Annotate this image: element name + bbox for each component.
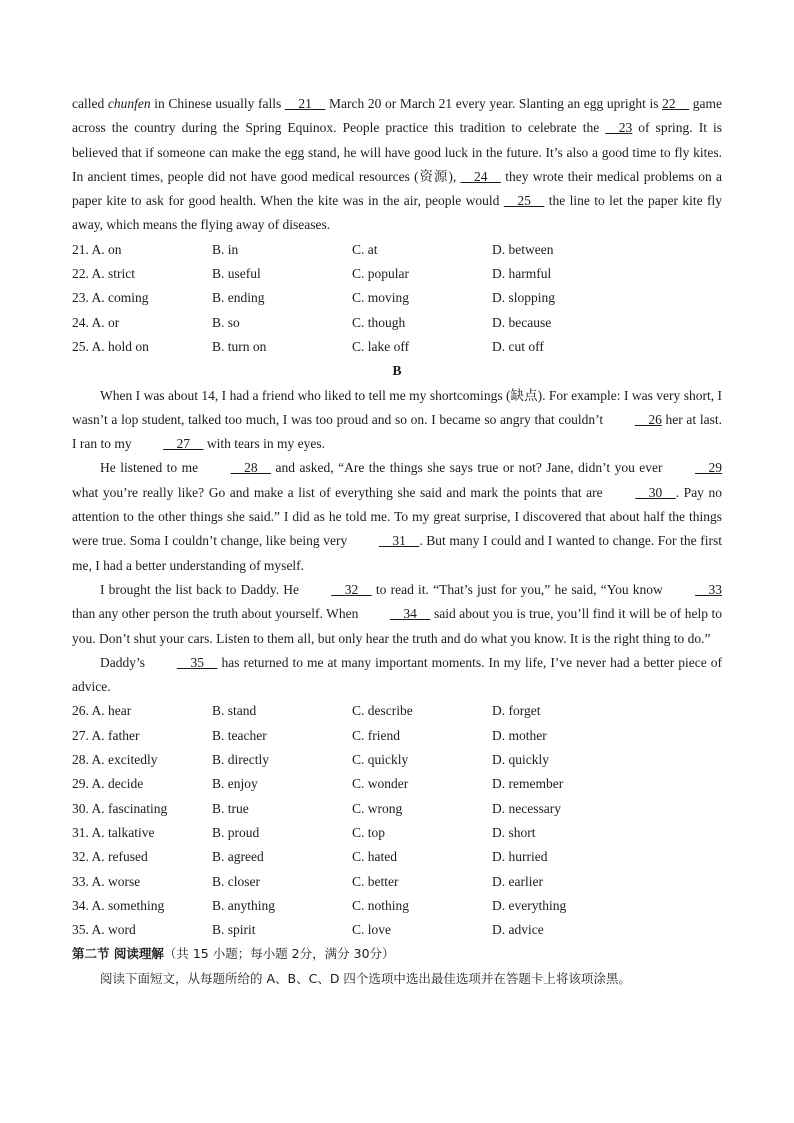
option-row: 24. A. or B. so C. though D. because — [72, 314, 552, 330]
option-row: 26. A. hear B. stand C. describe D. forget — [72, 703, 541, 719]
blank-35: 35 — [177, 654, 218, 670]
blank-21: 21 — [284, 96, 326, 111]
passage-a: called chunfen in Chinese usually falls 21 March 20 or March 21 every year. Slanting an egg upright is 22 game across the country during the Spring Equinox. People practice this tradition to celebrate the 23 of spring. It is believed that if someone can make the egg stand, he will have good luck in the future. It’s also a good time to fly kites. In ancient times, people did not have good medical resources (资源), 24 they wrote their medical problems on a paper kite to ask for good health. When the kite was in the air, people would 25 the line to let the paper kite fly away, which means the flying away of diseases. — [72, 92, 722, 238]
blank-34: 34 — [389, 606, 431, 622]
blank-33: 33 — [694, 581, 722, 597]
option-row: 31. A. talkative B. proud C. top D. short — [72, 824, 536, 840]
blank-24: 24 — [460, 168, 501, 184]
passage-b-paragraph: I brought the list back to Daddy. He 32 to read it. “That’s just for you,” he said, “You know 33 than any other person the truth about yourself. When 34 said about you is true, you’ll find it will be of help to you. Don’t shut your cars. Listen to them all, but only hear the truth and do what you know. It is the right thing to do.” — [72, 578, 722, 651]
blank-22: 22 — [662, 96, 690, 111]
blank-25: 25 — [503, 193, 545, 209]
option-row: 27. A. father B. teacher C. friend D. mother — [72, 727, 547, 743]
section-2-heading: 第二节 阅读理解（共 15 小题；每小题 2分，满分 30分） — [72, 946, 395, 962]
blank-23: 23 — [605, 120, 633, 136]
passage-b-paragraph: He listened to me 28 and asked, “Are the things she says true or not? Jane, didn’t you ever 29 what you’re really like? Go and make a list of everything she said and mark the points that are 30 . Pay no attention to the other things she said.” I did as he told me. To my great surprise, I discovered that about half the things were true. Soma I couldn’t change, like being very 31 . But many I could and I wanted to change. For the first me, I had a better understanding of myself. — [72, 456, 722, 577]
blank-31: 31 — [378, 533, 420, 549]
option-row: 34. A. something B. anything C. nothing D. everything — [72, 897, 567, 913]
section-2-instruction: 阅读下面短文，从每题所给的 A、B、C、D 四个选项中选出最佳选项并在答题卡上将该项涂黑。 — [100, 970, 631, 986]
blank-30: 30 — [635, 484, 676, 500]
blank-29: 29 — [695, 460, 722, 476]
exam-content — [72, 92, 722, 991]
blank-26: 26 — [634, 411, 662, 427]
blank-27: 27 — [163, 436, 204, 452]
options-b — [72, 699, 722, 942]
section-b-label: B — [392, 363, 402, 379]
option-row: 29. A. decide B. enjoy C. wonder D. remember — [72, 776, 564, 792]
blank-32: 32 — [331, 581, 372, 597]
option-row: 28. A. excitedly B. directly C. quickly D. quickly — [72, 752, 549, 768]
option-row: 22. A. strict B. useful C. popular D. harmful — [72, 266, 552, 282]
option-row: 32. A. refused B. agreed C. hated D. hurried — [72, 849, 548, 865]
pinyin-term: chunfen — [107, 96, 151, 111]
option-row: 30. A. fascinating B. true C. wrong D. necessary — [72, 800, 561, 816]
option-row: 25. A. hold on B. turn on C. lake off D. cut off — [72, 338, 544, 354]
blank-28: 28 — [230, 460, 272, 476]
options-a — [72, 238, 722, 359]
option-row: 23. A. coming B. ending C. moving D. slopping — [72, 290, 556, 306]
passage-b-paragraph: Daddy’s 35 has returned to me at many important moments. In my life, I’ve never had a better piece of advice. — [72, 651, 722, 700]
option-row: 33. A. worse B. closer C. better D. earlier — [72, 873, 543, 889]
option-row: 35. A. word B. spirit C. love D. advice — [72, 922, 544, 938]
option-row: 21. A. on B. in C. at D. between — [72, 241, 554, 257]
passage-b-paragraph: When I was about 14, I had a friend who liked to tell me my shortcomings (缺点). For example: I was very short, I wasn’t a lop student, talked too much, I was too proud and so on. I became so angry that couldn’t 26 her at last. I ran to my 27 with tears in my eyes. — [72, 384, 722, 457]
